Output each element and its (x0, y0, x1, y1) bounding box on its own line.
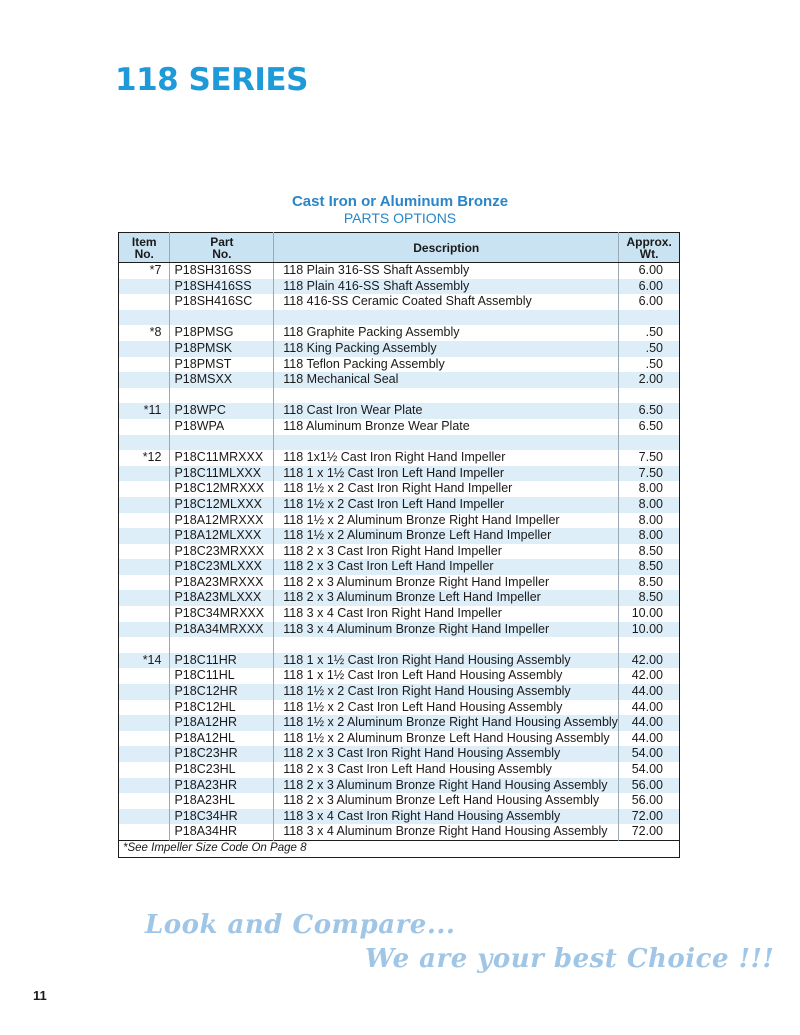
cell-item-no (119, 762, 170, 778)
table-row (119, 606, 680, 622)
cell-weight: 56.00 (619, 793, 680, 809)
cell-weight: 8.00 (619, 528, 680, 544)
table-row (119, 715, 680, 731)
cell-item-no (119, 778, 170, 794)
table-row (119, 668, 680, 684)
cell-item-no (119, 357, 170, 373)
cell-description: 118 Plain 316-SS Shaft Assembly (274, 263, 619, 279)
cell-description: 118 2 x 3 Cast Iron Left Hand Housing Assembly (274, 762, 619, 778)
header-weight-line2: Wt. (639, 246, 659, 261)
cell-description: 118 King Packing Assembly (274, 341, 619, 357)
table-heading-subtitle: PARTS OPTIONS (343, 210, 457, 226)
cell-part-no: P18A12HL (170, 731, 274, 747)
cell-part-no: P18A23MRXXX (170, 575, 274, 591)
cell-weight: 10.00 (619, 622, 680, 638)
cell-item-no (119, 294, 170, 310)
cell-description (274, 637, 619, 653)
series-title: 118 SERIES (115, 62, 308, 98)
cell-item-no (119, 310, 170, 326)
cell-weight: 8.00 (619, 513, 680, 529)
table-row (119, 466, 680, 482)
cell-part-no: P18SH416SC (170, 294, 274, 310)
table-row (119, 544, 680, 560)
cell-description: 118 Graphite Packing Assembly (274, 325, 619, 341)
cell-description: 118 1½ x 2 Aluminum Bronze Left Hand Impeller (274, 528, 619, 544)
cell-part-no: P18C11HL (170, 668, 274, 684)
table-row (119, 388, 680, 404)
header-part-no (170, 233, 274, 263)
cell-description: 118 Teflon Packing Assembly (274, 357, 619, 373)
table-row (119, 435, 680, 451)
cell-item-no (119, 668, 170, 684)
cell-part-no: P18WPC (170, 403, 274, 419)
table-row (119, 809, 680, 825)
table-row (119, 746, 680, 762)
cell-weight (619, 435, 680, 451)
cell-weight: 8.00 (619, 497, 680, 513)
table-footnote: *See Impeller Size Code On Page 8 (119, 840, 680, 857)
cell-part-no: P18C34HR (170, 809, 274, 825)
table-row (119, 793, 680, 809)
cell-item-no (119, 590, 170, 606)
cell-part-no: P18C11MLXXX (170, 466, 274, 482)
cell-part-no: P18C34MRXXX (170, 606, 274, 622)
table-row (119, 357, 680, 373)
table-row (119, 637, 680, 653)
table-row (119, 684, 680, 700)
parts-options-table (118, 232, 680, 858)
header-weight (619, 233, 680, 263)
cell-weight: 42.00 (619, 668, 680, 684)
cell-description: 118 3 x 4 Aluminum Bronze Right Hand Housing Assembly (274, 824, 619, 840)
cell-weight: .50 (619, 357, 680, 373)
cell-item-no (119, 466, 170, 482)
table-heading-title: Cast Iron or Aluminum Bronze (291, 193, 509, 210)
cell-weight: 8.50 (619, 544, 680, 560)
cell-item-no: *14 (119, 653, 170, 669)
cell-item-no (119, 824, 170, 840)
cell-weight: 44.00 (619, 700, 680, 716)
cell-weight: 8.50 (619, 575, 680, 591)
cell-item-no (119, 419, 170, 435)
cell-description: 118 2 x 3 Aluminum Bronze Right Hand Impeller (274, 575, 619, 591)
cell-weight: 8.50 (619, 590, 680, 606)
table-row (119, 575, 680, 591)
table-row (119, 513, 680, 529)
cell-weight: 8.50 (619, 559, 680, 575)
cell-part-no: P18A23HR (170, 778, 274, 794)
cell-item-no (119, 497, 170, 513)
cell-item-no (119, 793, 170, 809)
cell-part-no: P18C12MLXXX (170, 497, 274, 513)
cell-part-no: P18MSXX (170, 372, 274, 388)
cell-weight: 6.50 (619, 419, 680, 435)
cell-weight: 6.00 (619, 279, 680, 295)
cell-part-no (170, 388, 274, 404)
cell-weight: 54.00 (619, 762, 680, 778)
header-weight-line1: Approx. (626, 234, 672, 249)
cell-description: 118 Aluminum Bronze Wear Plate (274, 419, 619, 435)
cell-description: 118 3 x 4 Cast Iron Right Hand Housing Assembly (274, 809, 619, 825)
table-row (119, 325, 680, 341)
cell-part-no: P18A23MLXXX (170, 590, 274, 606)
cell-description: 118 1½ x 2 Aluminum Bronze Right Hand Housing Assembly (274, 715, 619, 731)
cell-description: 118 1 x 1½ Cast Iron Right Hand Housing Assembly (274, 653, 619, 669)
table-row (119, 279, 680, 295)
cell-part-no: P18A34HR (170, 824, 274, 840)
cell-item-no (119, 715, 170, 731)
cell-weight: 72.00 (619, 824, 680, 840)
cell-weight: 6.00 (619, 294, 680, 310)
cell-part-no: P18PMST (170, 357, 274, 373)
cell-part-no: P18C11MRXXX (170, 450, 274, 466)
table-row (119, 700, 680, 716)
table-row (119, 450, 680, 466)
cell-weight: 6.50 (619, 403, 680, 419)
cell-description: 118 3 x 4 Aluminum Bronze Right Hand Impeller (274, 622, 619, 638)
cell-part-no: P18C23HL (170, 762, 274, 778)
cell-part-no: P18C23MLXXX (170, 559, 274, 575)
cell-description: 118 Cast Iron Wear Plate (274, 403, 619, 419)
table-row (119, 310, 680, 326)
cell-item-no (119, 731, 170, 747)
cell-part-no: P18A12MRXXX (170, 513, 274, 529)
table-row (119, 731, 680, 747)
cell-weight: 10.00 (619, 606, 680, 622)
cell-item-no (119, 575, 170, 591)
cell-description: 118 Mechanical Seal (274, 372, 619, 388)
cell-weight (619, 388, 680, 404)
cell-description: 118 1½ x 2 Cast Iron Left Hand Housing Assembly (274, 700, 619, 716)
cell-item-no (119, 435, 170, 451)
header-item-no (119, 233, 170, 263)
cell-item-no: *12 (119, 450, 170, 466)
cell-weight: 72.00 (619, 809, 680, 825)
cell-part-no: P18PMSK (170, 341, 274, 357)
cell-weight (619, 637, 680, 653)
table-row (119, 824, 680, 840)
page-number: 11 (33, 988, 47, 1003)
cell-weight: 44.00 (619, 684, 680, 700)
cell-item-no (119, 700, 170, 716)
cell-description: 118 2 x 3 Aluminum Bronze Left Hand Impeller (274, 590, 619, 606)
table-footnote-row (119, 840, 680, 857)
table-row (119, 372, 680, 388)
cell-part-no: P18C12HR (170, 684, 274, 700)
header-part-line2: No. (212, 246, 232, 261)
cell-item-no: *7 (119, 263, 170, 279)
cell-part-no: P18A23HL (170, 793, 274, 809)
cell-part-no: P18C12MRXXX (170, 481, 274, 497)
cell-description: 118 1x1½ Cast Iron Right Hand Impeller (274, 450, 619, 466)
cell-part-no: P18PMSG (170, 325, 274, 341)
header-part-line1: Part (210, 234, 234, 249)
cell-item-no (119, 809, 170, 825)
cell-item-no (119, 637, 170, 653)
table-row (119, 762, 680, 778)
cell-part-no: P18SH416SS (170, 279, 274, 295)
cell-description: 118 2 x 3 Cast Iron Right Hand Housing Assembly (274, 746, 619, 762)
cell-description: 118 1 x 1½ Cast Iron Left Hand Impeller (274, 466, 619, 482)
cell-item-no: *11 (119, 403, 170, 419)
cell-description: 118 1½ x 2 Aluminum Bronze Right Hand Impeller (274, 513, 619, 529)
cell-item-no (119, 622, 170, 638)
cell-description: 118 2 x 3 Aluminum Bronze Left Hand Housing Assembly (274, 793, 619, 809)
cell-description: 118 1½ x 2 Cast Iron Right Hand Impeller (274, 481, 619, 497)
table-row (119, 341, 680, 357)
table-heading (0, 193, 800, 227)
cell-weight: 42.00 (619, 653, 680, 669)
table-row (119, 403, 680, 419)
cell-item-no (119, 481, 170, 497)
cell-weight: .50 (619, 325, 680, 341)
cell-weight: 7.50 (619, 466, 680, 482)
cell-part-no (170, 310, 274, 326)
cell-weight: 7.50 (619, 450, 680, 466)
cell-item-no (119, 372, 170, 388)
cell-description: 118 416-SS Ceramic Coated Shaft Assembly (274, 294, 619, 310)
cell-description (274, 435, 619, 451)
cell-description: 118 1 x 1½ Cast Iron Left Hand Housing Assembly (274, 668, 619, 684)
cell-part-no: P18C12HL (170, 700, 274, 716)
table-row (119, 419, 680, 435)
table-row (119, 481, 680, 497)
cell-item-no (119, 279, 170, 295)
cell-weight: 8.00 (619, 481, 680, 497)
table-header-row (119, 233, 680, 263)
table-body (119, 263, 680, 841)
table-row (119, 653, 680, 669)
cell-part-no: P18A12MLXXX (170, 528, 274, 544)
cell-weight: 44.00 (619, 715, 680, 731)
cell-item-no (119, 684, 170, 700)
slogan-line-2: We are your best Choice !!! (365, 944, 775, 974)
cell-weight (619, 310, 680, 326)
table-row (119, 528, 680, 544)
table-row (119, 778, 680, 794)
header-description: Description (274, 233, 619, 263)
cell-weight: 56.00 (619, 778, 680, 794)
cell-item-no (119, 388, 170, 404)
cell-description: 118 Plain 416-SS Shaft Assembly (274, 279, 619, 295)
cell-weight: 54.00 (619, 746, 680, 762)
cell-item-no (119, 559, 170, 575)
cell-weight: 2.00 (619, 372, 680, 388)
cell-description: 118 1½ x 2 Cast Iron Right Hand Housing Assembly (274, 684, 619, 700)
cell-description: 118 1½ x 2 Aluminum Bronze Left Hand Housing Assembly (274, 731, 619, 747)
cell-part-no: P18C11HR (170, 653, 274, 669)
cell-description: 118 1½ x 2 Cast Iron Left Hand Impeller (274, 497, 619, 513)
cell-part-no: P18C23MRXXX (170, 544, 274, 560)
cell-part-no (170, 435, 274, 451)
cell-item-no (119, 544, 170, 560)
cell-description: 118 2 x 3 Aluminum Bronze Right Hand Housing Assembly (274, 778, 619, 794)
cell-weight: 44.00 (619, 731, 680, 747)
cell-weight: .50 (619, 341, 680, 357)
cell-item-no (119, 513, 170, 529)
table-row (119, 559, 680, 575)
cell-description: 118 2 x 3 Cast Iron Right Hand Impeller (274, 544, 619, 560)
cell-description: 118 3 x 4 Cast Iron Right Hand Impeller (274, 606, 619, 622)
cell-item-no (119, 528, 170, 544)
cell-description: 118 2 x 3 Cast Iron Left Hand Impeller (274, 559, 619, 575)
table-row (119, 294, 680, 310)
cell-item-no (119, 606, 170, 622)
table-row (119, 497, 680, 513)
cell-part-no: P18A34MRXXX (170, 622, 274, 638)
cell-part-no: P18SH316SS (170, 263, 274, 279)
header-item-line2: No. (134, 246, 154, 261)
cell-part-no: P18C23HR (170, 746, 274, 762)
cell-description (274, 310, 619, 326)
table-row (119, 622, 680, 638)
cell-part-no: P18WPA (170, 419, 274, 435)
cell-part-no (170, 637, 274, 653)
table-row (119, 263, 680, 279)
cell-item-no (119, 341, 170, 357)
table-row (119, 590, 680, 606)
header-item-line1: Item (131, 234, 157, 249)
cell-part-no: P18A12HR (170, 715, 274, 731)
cell-description (274, 388, 619, 404)
cell-weight: 6.00 (619, 263, 680, 279)
cell-item-no (119, 746, 170, 762)
cell-item-no: *8 (119, 325, 170, 341)
slogan-line-1: Look and Compare... (145, 910, 456, 940)
